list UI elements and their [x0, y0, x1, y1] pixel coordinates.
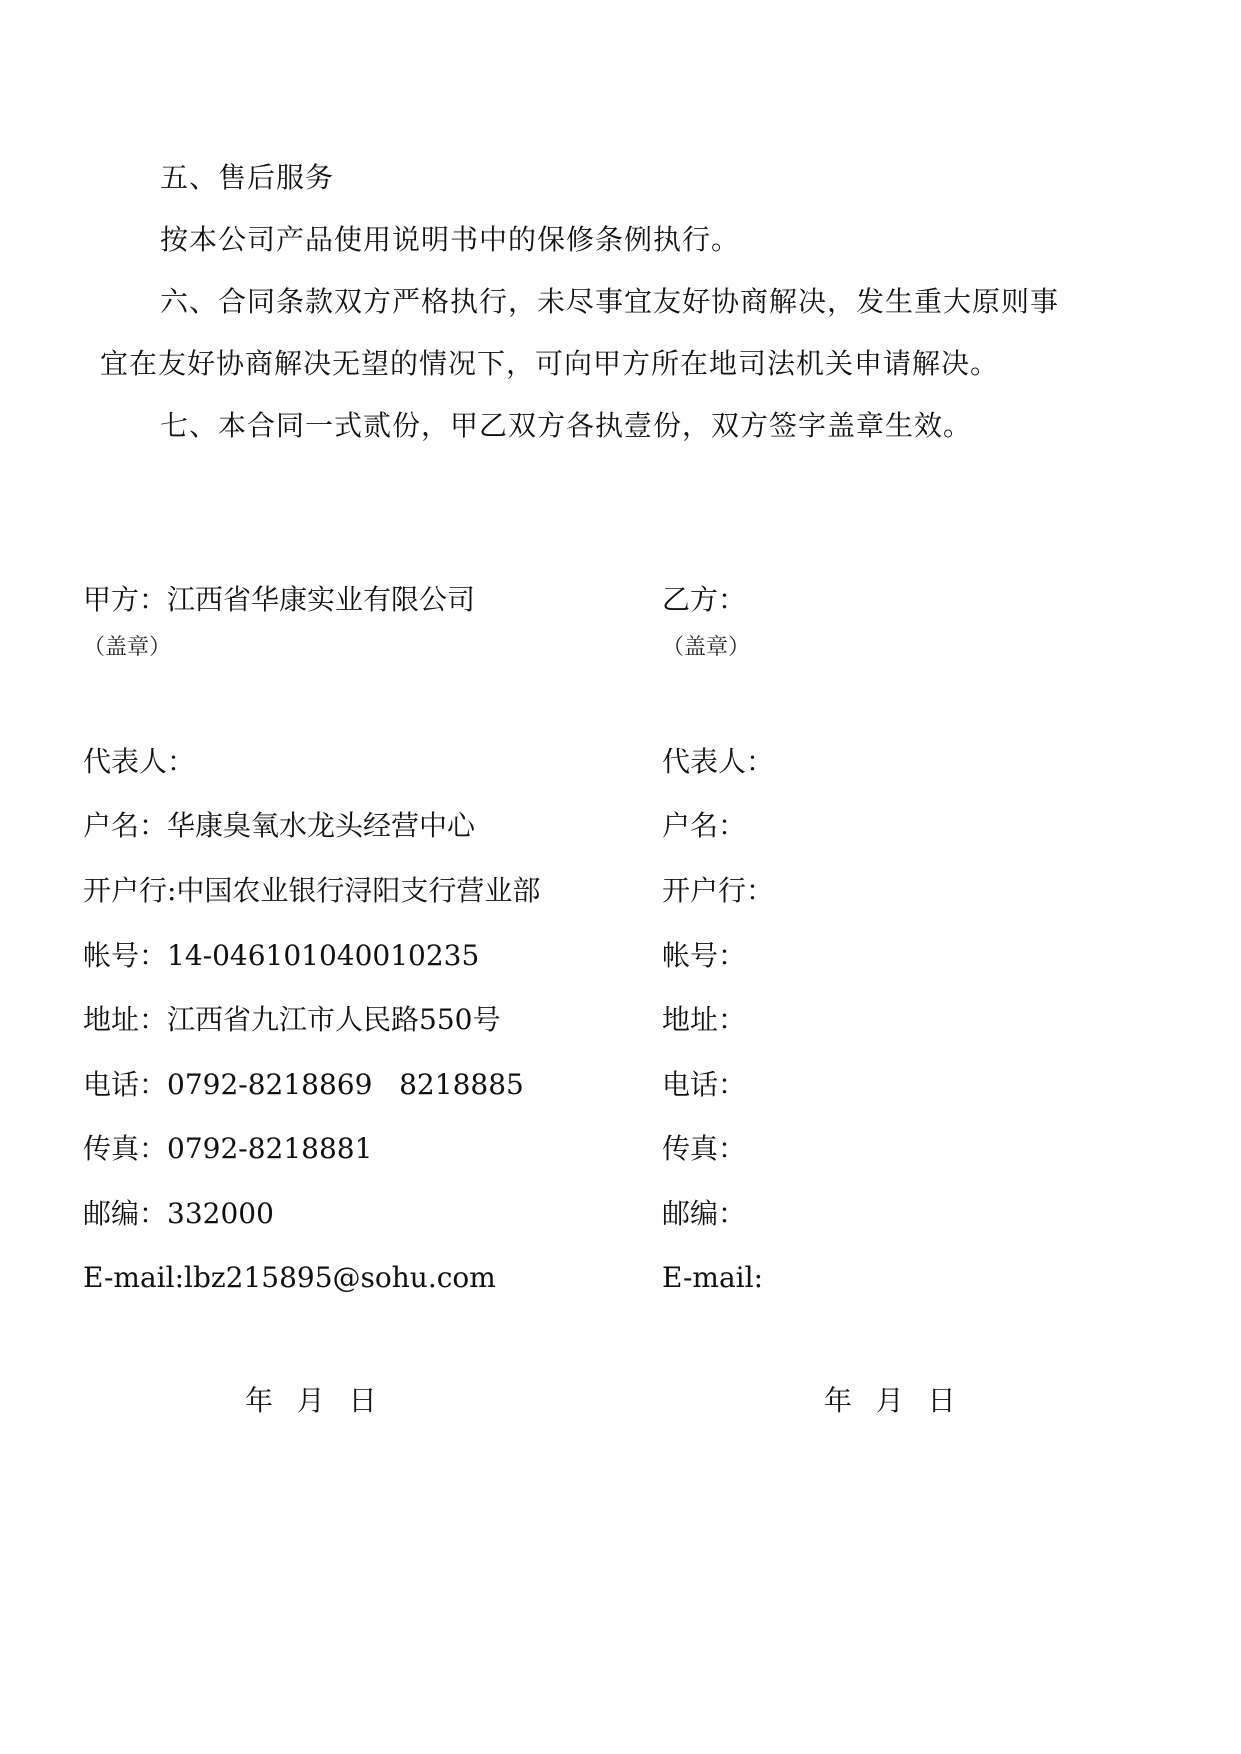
- party-b-fax: 传真：: [662, 1132, 747, 1165]
- clause-7: 七、本合同一式贰份，甲乙双方各执壹份，双方签字盖章生效。: [160, 409, 973, 442]
- party-b-postcode: 邮编：: [662, 1197, 747, 1230]
- party-a-representative: 代表人：: [83, 745, 196, 778]
- party-b-date: 年 月 日: [824, 1384, 958, 1417]
- party-b-account-name: 户名：: [662, 809, 747, 842]
- party-a-address: 地址：江西省九江市人民路550号: [83, 1003, 501, 1036]
- party-b-address: 地址：: [662, 1003, 747, 1036]
- party-b-email: E-mail:: [662, 1261, 764, 1294]
- party-a-account-name: 户名：华康臭氧水龙头经营中心: [83, 809, 476, 842]
- party-b-phone: 电话：: [662, 1068, 747, 1101]
- party-b-account-no: 帐号：: [662, 939, 747, 972]
- party-a-account-no: 帐号：14-046101040010235: [83, 939, 480, 972]
- party-a-bank: 开户行:中国农业银行浔阳支行营业部: [83, 874, 541, 907]
- party-a-email: E-mail:lbz215895@sohu.com: [83, 1261, 496, 1294]
- party-a-postcode: 邮编：332000: [83, 1197, 274, 1230]
- party-a-fax: 传真：0792-8218881: [83, 1132, 373, 1165]
- clause-6-line-2: 宜在友好协商解决无望的情况下，可向甲方所在地司法机关申请解决。: [100, 347, 1000, 380]
- party-b-name: 乙方：: [662, 583, 747, 616]
- clause-5-title: 五、售后服务: [160, 161, 335, 194]
- party-a-phone: 电话：0792-8218869 8218885: [83, 1068, 524, 1101]
- party-b-seal: （盖章）: [662, 635, 751, 660]
- party-a-seal: （盖章）: [83, 635, 172, 660]
- party-b-representative: 代表人：: [662, 745, 775, 778]
- party-a-date: 年 月 日: [245, 1384, 379, 1417]
- clause-5-body: 按本公司产品使用说明书中的保修条例执行。: [160, 223, 741, 256]
- party-b-bank: 开户行：: [662, 874, 775, 907]
- party-a-name: 甲方：江西省华康实业有限公司: [83, 583, 476, 616]
- clause-6-line-1: 六、合同条款双方严格执行，未尽事宜友好协商解决，发生重大原则事: [160, 285, 1060, 318]
